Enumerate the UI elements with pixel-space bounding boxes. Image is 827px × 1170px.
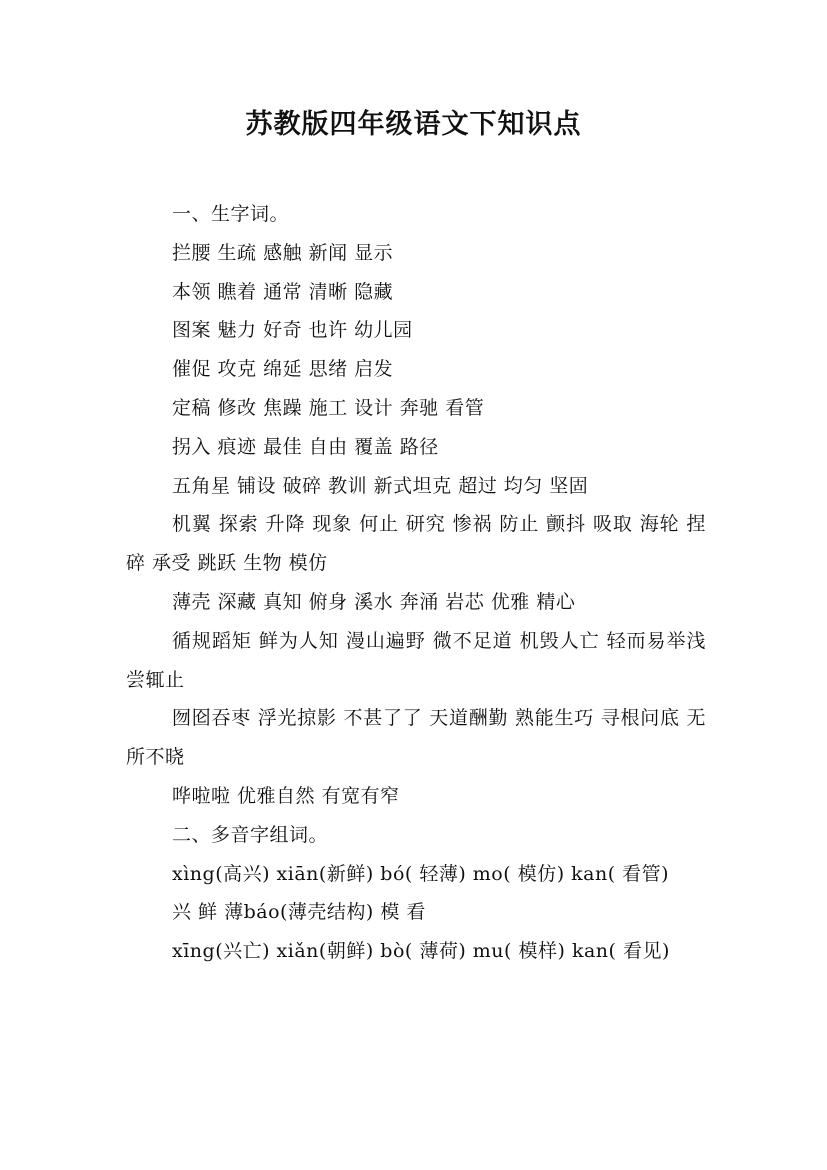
vocabulary-line: 薄壳 深藏 真知 俯身 溪水 奔涌 岩芯 优雅 精心 xyxy=(172,590,576,613)
vocabulary-line: 五角星 铺设 破碎 教训 新式坦克 超过 均匀 坚固 xyxy=(172,474,589,497)
pinyin-paragraph: xìng(高兴) xiān(新鲜) bó( 轻薄) mo( 模仿) kan( 看管) xyxy=(172,862,670,885)
document-body xyxy=(126,195,706,971)
vocabulary-line: 哗啦啦 优雅自然 有宽有窄 xyxy=(172,784,400,807)
vocabulary-line: 拦腰 生疏 感触 新闻 显示 xyxy=(172,241,394,264)
idiom-paragraph: 循规蹈矩 鲜为人知 漫山遍野 微不足道 机毁人亡 轻而易举浅尝辄止 xyxy=(126,629,706,691)
vocabulary-line: 催促 攻克 绵延 思绪 启发 xyxy=(172,358,394,381)
document-title: 苏教版四年级语文下知识点 xyxy=(245,109,582,140)
section-heading-vocabulary: 一、生字词。 xyxy=(172,203,290,225)
section-heading-polyphonic: 二、多音字组词。 xyxy=(172,823,329,846)
pinyin-line: 兴 鲜 薄báo(薄壳结构) 模 看 xyxy=(172,901,426,924)
vocabulary-line: 本领 瞧着 通常 清晰 隐藏 xyxy=(172,280,394,303)
vocabulary-line: 定稿 修改 焦躁 施工 设计 奔驰 看管 xyxy=(172,396,485,419)
vocabulary-line: 图案 魅力 好奇 也许 幼儿园 xyxy=(172,319,413,342)
vocabulary-line: 拐入 痕迹 最佳 自由 覆盖 路径 xyxy=(172,435,439,458)
idiom-paragraph: 囫囵吞枣 浮光掠影 不甚了了 天道酬勤 熟能生巧 寻根问底 无所不晓 xyxy=(126,707,706,769)
pinyin-paragraph: xīng(兴亡) xiǎn(朝鲜) bò( 薄荷) mu( 模样) kan( 看见) xyxy=(172,940,670,963)
vocabulary-paragraph: 机翼 探索 升降 现象 何止 研究 惨祸 防止 颤抖 吸取 海轮 捏碎 承受 跳跃 生物 模仿 xyxy=(126,513,706,575)
